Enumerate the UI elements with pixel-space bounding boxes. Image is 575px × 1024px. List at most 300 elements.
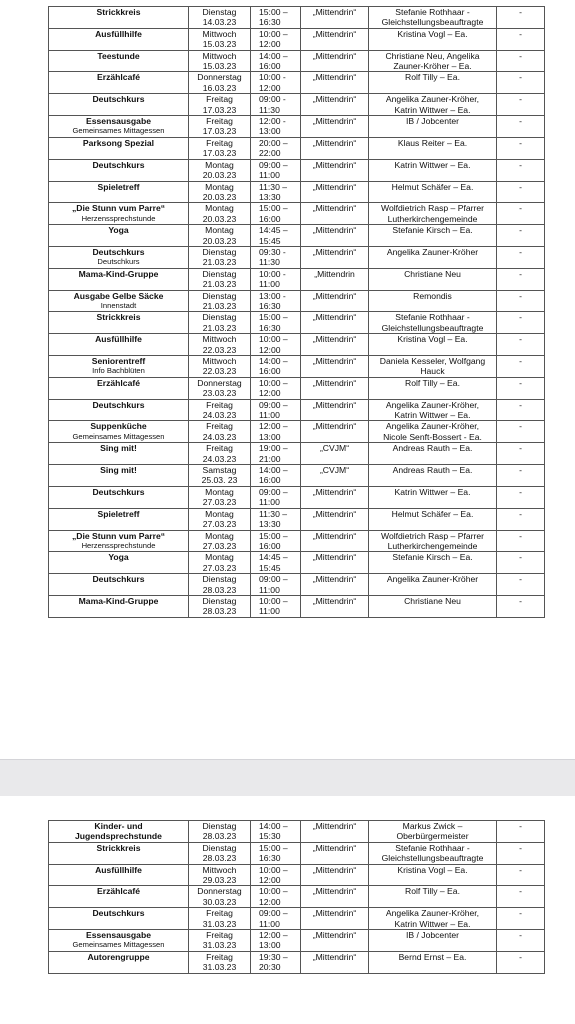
event-subtitle: Deutschkurs <box>97 257 140 267</box>
time-cell <box>251 530 301 552</box>
table-row <box>49 72 545 94</box>
time-cell <box>251 908 301 930</box>
date-line: Montag <box>205 552 234 563</box>
host-line: Katrin Wittwer – Ea. <box>394 486 471 497</box>
event-title: Deutschkurs <box>92 574 145 585</box>
time-cell <box>251 930 301 952</box>
time-line: 15:00 – <box>259 312 288 323</box>
date-line: 17.03.23 <box>202 126 237 137</box>
date-line: Montag <box>205 181 234 192</box>
date-line: Mittwoch <box>202 334 237 345</box>
event-title: Essensausgabe <box>86 930 151 941</box>
location-text: „Mittendrin“ <box>312 356 357 366</box>
table-row <box>49 574 545 596</box>
time-line: 15:00 – <box>259 530 288 541</box>
dash-mark: - <box>519 268 522 279</box>
dash-mark: - <box>519 951 522 962</box>
date-cell <box>189 50 251 72</box>
event-subtitle: Innenstadt <box>100 300 137 310</box>
time-line: 10:00 - <box>259 72 286 83</box>
event-title: Mama-Kind-Gruppe <box>78 595 159 606</box>
host-line: Christiane Neu, Angelika <box>385 50 480 61</box>
location-text: „Mittendrin“ <box>312 595 357 606</box>
host-cell <box>369 137 497 159</box>
host-cell <box>369 159 497 181</box>
location-cell <box>301 225 369 247</box>
table-row <box>49 486 545 508</box>
event-title-line: Jugendsprechstunde <box>75 831 162 842</box>
time-line: 13:00 <box>259 431 281 442</box>
dash-mark: - <box>519 465 522 476</box>
time-cell <box>251 595 301 617</box>
host-cell <box>369 821 497 843</box>
host-cell <box>369 930 497 952</box>
host-cell <box>369 508 497 530</box>
mark-cell <box>497 930 545 952</box>
dash-mark: - <box>519 356 522 366</box>
schedule-table <box>48 6 545 618</box>
time-cell <box>251 421 301 443</box>
time-cell <box>251 334 301 356</box>
date-cell <box>189 7 251 29</box>
host-cell <box>369 312 497 334</box>
location-text: „Mittendrin“ <box>312 864 357 875</box>
host-cell <box>369 203 497 225</box>
date-cell <box>189 574 251 596</box>
time-line: 11:00 <box>259 584 280 595</box>
mark-cell <box>497 486 545 508</box>
location-cell <box>301 312 369 334</box>
date-cell <box>189 72 251 94</box>
event-cell <box>49 246 189 268</box>
host-cell <box>369 268 497 290</box>
location-text: „Mittendrin“ <box>312 930 357 941</box>
mark-cell <box>497 886 545 908</box>
time-line: 10:00 – <box>259 864 288 875</box>
date-line: Freitag <box>206 94 233 105</box>
date-cell <box>189 181 251 203</box>
location-text: „Mittendrin“ <box>312 842 357 853</box>
host-line: Rolf Tilly – Ea. <box>405 886 460 897</box>
event-cell <box>49 842 189 864</box>
event-cell <box>49 356 189 378</box>
event-cell <box>49 930 189 952</box>
time-line: 11:00 <box>259 170 280 181</box>
time-line: 10:00 - <box>259 268 286 279</box>
time-line: 09:30 - <box>259 246 286 257</box>
date-line: Dienstag <box>202 821 237 831</box>
location-text: „Mittendrin“ <box>312 28 357 39</box>
date-line: Donnerstag <box>197 377 242 388</box>
time-line: 12:00 <box>259 344 281 355</box>
mark-cell <box>497 203 545 225</box>
schedule-table <box>48 820 545 974</box>
date-line: 14.03.23 <box>202 17 237 28</box>
event-subtitle: Info Bachblüten <box>92 366 145 376</box>
date-line: 20.03.23 <box>202 191 237 202</box>
dash-mark: - <box>519 595 522 606</box>
table-row <box>49 443 545 465</box>
date-line: Freitag <box>206 443 233 454</box>
time-line: 21:00 <box>259 453 281 464</box>
host-line: Daniela Kesseler, Wolfgang <box>379 356 486 366</box>
table-row <box>49 116 545 138</box>
date-line: Freitag <box>206 908 233 919</box>
event-title: Deutschkurs <box>92 246 145 257</box>
time-cell <box>251 552 301 574</box>
event-title: Autorengruppe <box>87 951 150 962</box>
host-cell <box>369 356 497 378</box>
location-cell <box>301 508 369 530</box>
dash-mark: - <box>519 225 522 236</box>
time-cell <box>251 465 301 487</box>
time-line: 10:00 – <box>259 334 288 345</box>
mark-cell <box>497 356 545 378</box>
mark-cell <box>497 864 545 886</box>
location-cell <box>301 181 369 203</box>
mark-cell <box>497 821 545 843</box>
time-line: 13:00 <box>259 940 281 951</box>
date-line: Montag <box>205 203 234 214</box>
time-line: 16:00 <box>259 475 281 486</box>
event-title: Parksong Spezial <box>82 137 155 148</box>
location-text: „Mittendrin“ <box>312 290 357 301</box>
time-line: 10:00 – <box>259 377 288 388</box>
dash-mark: - <box>519 72 522 83</box>
date-cell <box>189 421 251 443</box>
mark-cell <box>497 334 545 356</box>
time-line: 15:00 – <box>259 203 288 214</box>
location-text: „Mittendrin“ <box>312 159 357 170</box>
event-title-line: Kinder- und <box>94 821 143 831</box>
location-text: „Mittendrin“ <box>312 886 357 897</box>
date-line: 20.03.23 <box>202 170 237 181</box>
time-line: 11:30 <box>259 257 280 268</box>
date-cell <box>189 246 251 268</box>
host-line: Katrin Wittwer – Ea. <box>394 410 471 421</box>
time-line: 19:00 – <box>259 443 288 454</box>
time-line: 11:00 <box>259 497 280 508</box>
date-line: Freitag <box>206 951 233 962</box>
time-cell <box>251 864 301 886</box>
mark-cell <box>497 181 545 203</box>
host-cell <box>369 530 497 552</box>
date-cell <box>189 486 251 508</box>
host-cell <box>369 72 497 94</box>
dash-mark: - <box>519 930 522 941</box>
event-title: Erzählcafé <box>97 72 140 83</box>
location-cell <box>301 908 369 930</box>
time-line: 13:30 <box>259 191 281 202</box>
dash-mark: - <box>519 842 522 853</box>
dash-mark: - <box>519 574 522 585</box>
date-line: Donnerstag <box>197 72 242 83</box>
event-cell <box>49 116 189 138</box>
time-cell <box>251 116 301 138</box>
host-cell <box>369 864 497 886</box>
time-line: 10:00 – <box>259 28 288 39</box>
location-cell <box>301 28 369 50</box>
event-title: Erzählcafé <box>97 886 140 897</box>
time-line: 16:00 <box>259 213 281 224</box>
date-cell <box>189 116 251 138</box>
time-line: 11:30 – <box>259 508 288 519</box>
host-line: Andreas Rauth – Ea. <box>392 443 473 454</box>
time-cell <box>251 377 301 399</box>
mark-cell <box>497 50 545 72</box>
dash-mark: - <box>519 864 522 875</box>
event-title: Mama-Kind-Gruppe <box>78 268 159 279</box>
date-line: Montag <box>205 486 234 497</box>
date-cell <box>189 842 251 864</box>
time-line: 16:30 <box>259 17 281 28</box>
date-line: Mittwoch <box>202 356 237 366</box>
date-cell <box>189 443 251 465</box>
time-line: 15:00 – <box>259 842 288 853</box>
host-line: Kristina Vogl – Ea. <box>397 334 468 345</box>
host-line: Gleichstellungsbeauftragte <box>381 17 484 28</box>
date-line: Dienstag <box>202 574 237 585</box>
location-text: „CVJM“ <box>319 465 350 476</box>
date-cell <box>189 595 251 617</box>
date-line: 21.03.23 <box>202 300 237 311</box>
location-cell <box>301 203 369 225</box>
date-line: 24.03.23 <box>202 410 237 421</box>
time-cell <box>251 72 301 94</box>
host-cell <box>369 908 497 930</box>
event-title: Suppenküche <box>90 421 147 432</box>
date-cell <box>189 552 251 574</box>
host-cell <box>369 181 497 203</box>
mark-cell <box>497 530 545 552</box>
table-row <box>49 203 545 225</box>
time-cell <box>251 28 301 50</box>
date-line: 24.03.23 <box>202 453 237 464</box>
date-line: 28.03.23 <box>202 853 237 864</box>
event-cell <box>49 864 189 886</box>
date-cell <box>189 886 251 908</box>
mark-cell <box>497 908 545 930</box>
location-cell <box>301 116 369 138</box>
time-cell <box>251 443 301 465</box>
date-line: Freitag <box>206 116 233 127</box>
event-title: Yoga <box>108 225 129 236</box>
host-cell <box>369 334 497 356</box>
date-line: Freitag <box>206 399 233 410</box>
location-text: „Mittendrin“ <box>312 486 357 497</box>
table-row <box>49 465 545 487</box>
time-line: 13:00 - <box>259 290 286 301</box>
event-cell <box>49 290 189 312</box>
mark-cell <box>497 72 545 94</box>
time-line: 14:45 – <box>259 552 288 563</box>
time-cell <box>251 7 301 29</box>
mark-cell <box>497 508 545 530</box>
location-text: „Mittendrin“ <box>312 508 357 519</box>
location-cell <box>301 268 369 290</box>
date-cell <box>189 377 251 399</box>
mark-cell <box>497 7 545 29</box>
time-cell <box>251 225 301 247</box>
time-line: 12:00 – <box>259 930 288 941</box>
time-cell <box>251 50 301 72</box>
host-line: Lutherkirchengemeinde <box>387 540 478 551</box>
event-cell <box>49 595 189 617</box>
mark-cell <box>497 842 545 864</box>
date-line: 27.03.23 <box>202 497 237 508</box>
event-cell <box>49 203 189 225</box>
time-line: 09:00 – <box>259 908 288 919</box>
time-cell <box>251 290 301 312</box>
date-line: Dienstag <box>202 246 237 257</box>
mark-cell <box>497 159 545 181</box>
host-line: Stefanie Kirsch – Ea. <box>392 552 473 563</box>
time-line: 15:45 <box>259 562 281 573</box>
host-cell <box>369 443 497 465</box>
table-row <box>49 377 545 399</box>
host-line: Rolf Tilly – Ea. <box>405 72 460 83</box>
time-line: 13:00 <box>259 126 281 137</box>
event-title: Ausfüllhilfe <box>95 28 142 39</box>
table-row <box>49 50 545 72</box>
location-cell <box>301 465 369 487</box>
host-line: Andreas Rauth – Ea. <box>392 465 473 476</box>
host-line: Wolfdietrich Rasp – Pfarrer <box>380 203 484 214</box>
host-cell <box>369 486 497 508</box>
table-row <box>49 951 545 973</box>
event-cell <box>49 72 189 94</box>
host-line: Zauner-Kröher – Ea. <box>393 61 472 72</box>
location-text: „Mittendrin“ <box>312 334 357 345</box>
location-text: „CVJM“ <box>319 443 350 454</box>
table-row <box>49 930 545 952</box>
time-line: 11:00 <box>259 279 280 290</box>
mark-cell <box>497 951 545 973</box>
host-cell <box>369 595 497 617</box>
host-line: Christiane Neu <box>404 595 461 606</box>
event-cell <box>49 225 189 247</box>
time-cell <box>251 137 301 159</box>
location-cell <box>301 930 369 952</box>
mark-cell <box>497 246 545 268</box>
mark-cell <box>497 225 545 247</box>
table-row <box>49 94 545 116</box>
location-cell <box>301 574 369 596</box>
time-cell <box>251 181 301 203</box>
schedule-table-body <box>49 7 545 618</box>
time-line: 10:00 – <box>259 886 288 897</box>
dash-mark: - <box>519 399 522 410</box>
date-line: Dienstag <box>202 290 237 301</box>
location-cell <box>301 334 369 356</box>
location-text: „Mittendrin“ <box>312 421 357 432</box>
date-line: 15.03.23 <box>202 39 237 50</box>
location-text: „Mittendrin“ <box>312 574 357 585</box>
time-cell <box>251 94 301 116</box>
time-line: 15:00 – <box>259 7 288 17</box>
time-line: 12:00 <box>259 875 281 886</box>
event-cell <box>49 7 189 29</box>
time-line: 14:00 – <box>259 465 288 476</box>
host-cell <box>369 842 497 864</box>
mark-cell <box>497 443 545 465</box>
time-cell <box>251 951 301 973</box>
date-line: 29.03.23 <box>202 875 237 886</box>
host-line: Stefanie Rothhaar - <box>395 842 470 853</box>
location-text: „Mittendrin“ <box>312 50 357 61</box>
date-line: 28.03.23 <box>202 584 237 595</box>
location-cell <box>301 159 369 181</box>
host-cell <box>369 951 497 973</box>
location-cell <box>301 864 369 886</box>
event-title: Strickkreis <box>96 7 141 17</box>
event-cell <box>49 181 189 203</box>
time-cell <box>251 486 301 508</box>
time-cell <box>251 821 301 843</box>
host-cell <box>369 246 497 268</box>
time-cell <box>251 203 301 225</box>
table-row <box>49 290 545 312</box>
date-cell <box>189 94 251 116</box>
time-line: 16:30 <box>259 853 281 864</box>
dash-mark: - <box>519 94 522 105</box>
event-title: Spieletreff <box>97 181 140 192</box>
host-cell <box>369 7 497 29</box>
date-line: 22.03.23 <box>202 366 237 377</box>
host-cell <box>369 886 497 908</box>
date-line: Montag <box>205 159 234 170</box>
host-line: Katrin Wittwer – Ea. <box>394 918 471 929</box>
location-cell <box>301 377 369 399</box>
mark-cell <box>497 574 545 596</box>
event-cell <box>49 552 189 574</box>
location-text: „Mittendrin“ <box>312 399 357 410</box>
dash-mark: - <box>519 886 522 897</box>
time-line: 09:00 – <box>259 486 288 497</box>
table-row <box>49 137 545 159</box>
event-title: Seniorentreff <box>91 356 146 366</box>
mark-cell <box>497 137 545 159</box>
date-line: 17.03.23 <box>202 104 237 115</box>
date-cell <box>189 508 251 530</box>
date-cell <box>189 951 251 973</box>
host-line: Kristina Vogl – Ea. <box>397 864 468 875</box>
date-cell <box>189 159 251 181</box>
table-row <box>49 864 545 886</box>
date-cell <box>189 821 251 843</box>
location-text: „Mittendrin“ <box>312 72 357 83</box>
location-cell <box>301 356 369 378</box>
event-subtitle: Gemeinsames Mittagessen <box>72 126 165 136</box>
time-cell <box>251 508 301 530</box>
date-line: Mittwoch <box>202 50 237 61</box>
event-cell <box>49 159 189 181</box>
event-title: Spieletreff <box>97 508 140 519</box>
host-line: Gleichstellungsbeauftragte <box>381 853 484 864</box>
location-cell <box>301 50 369 72</box>
table-row <box>49 181 545 203</box>
date-line: Montag <box>205 225 234 236</box>
event-cell <box>49 508 189 530</box>
date-line: 15.03.23 <box>202 61 237 72</box>
date-line: Montag <box>205 508 234 519</box>
event-title: Strickkreis <box>96 842 141 853</box>
time-cell <box>251 312 301 334</box>
dash-mark: - <box>519 312 522 323</box>
time-line: 11:00 <box>259 606 280 617</box>
table-row <box>49 268 545 290</box>
date-line: 22.03.23 <box>202 344 237 355</box>
